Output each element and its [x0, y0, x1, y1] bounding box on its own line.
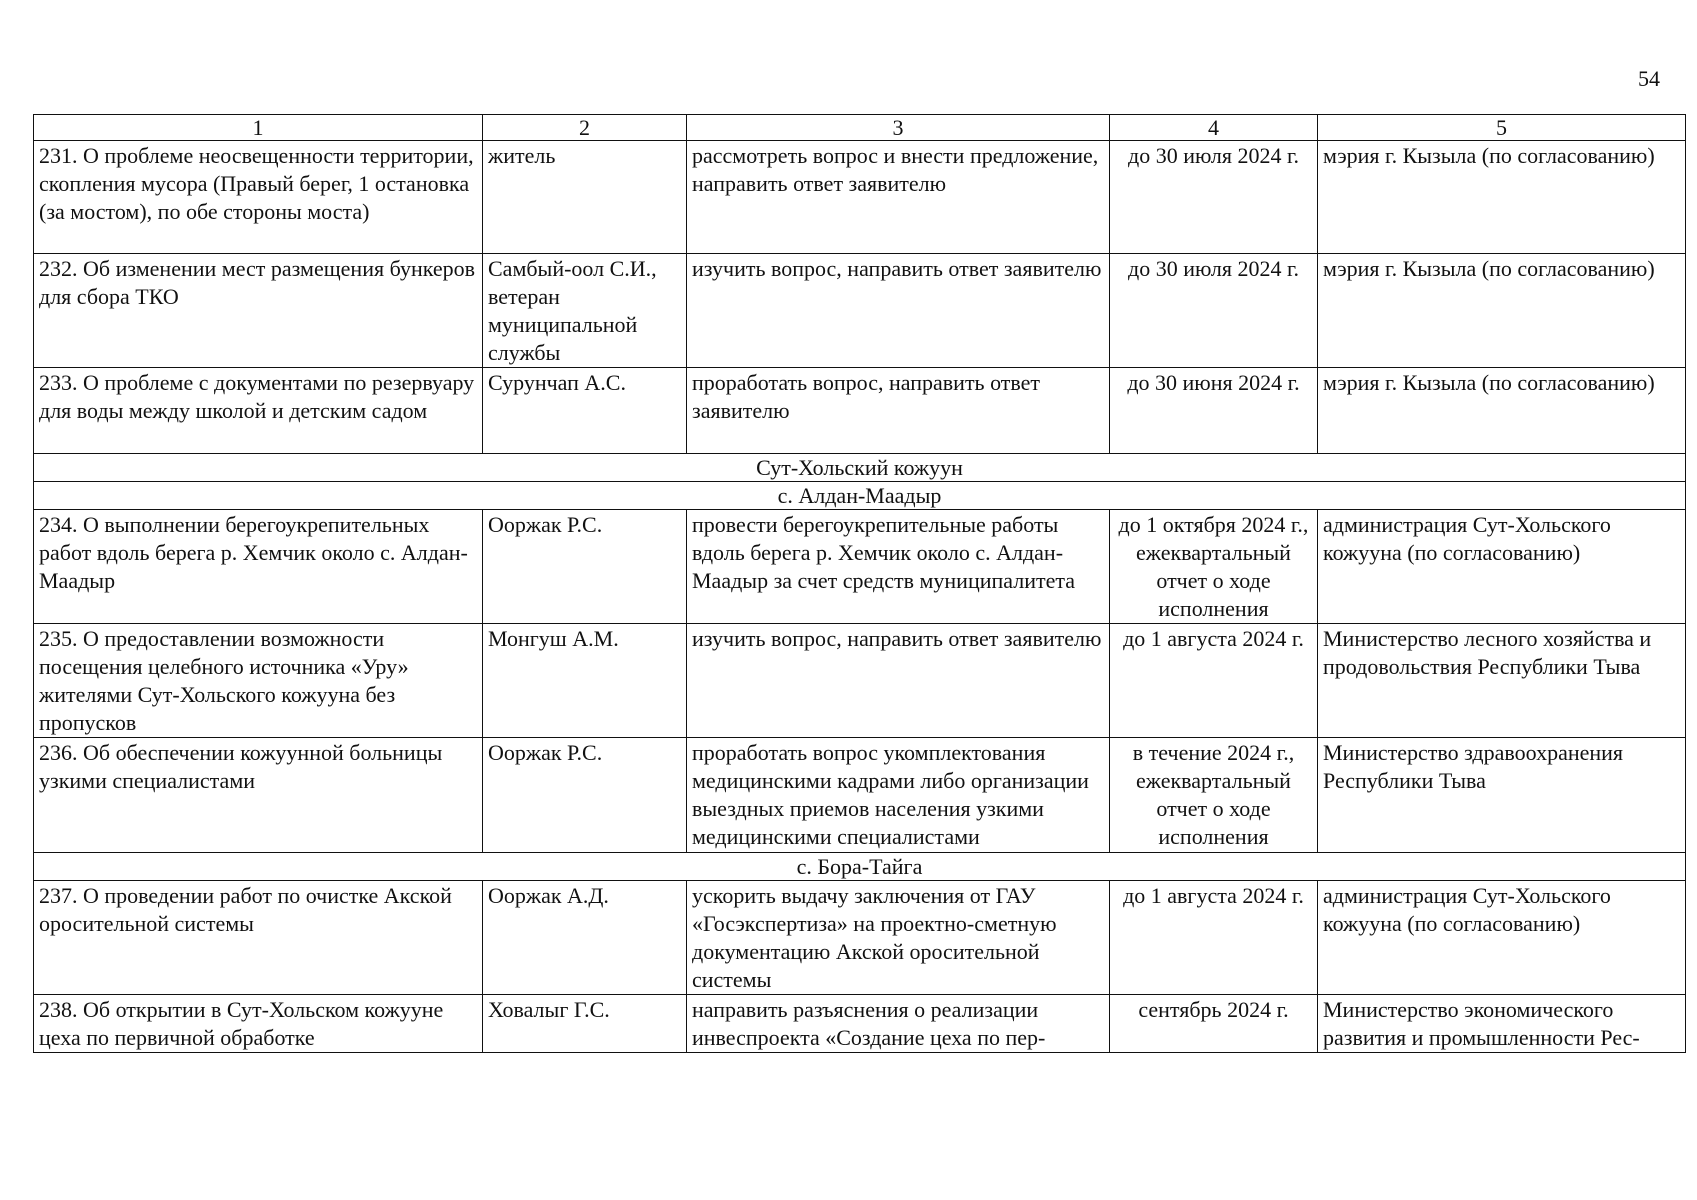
responsible-cell: мэрия г. Кызыла (по согласованию)	[1318, 368, 1686, 454]
issue-cell: 232. Об изменении мест размещения бункеров для сбора ТКО	[34, 254, 483, 368]
document-table	[33, 114, 1686, 1053]
issue-cell: 238. Об открытии в Сут-Хольском кожууне цеха по первичной обработке	[34, 995, 483, 1053]
applicant-cell: Ооржак А.Д.	[483, 881, 687, 995]
table-row	[34, 141, 1686, 254]
action-cell: изучить вопрос, направить ответ заявителю	[687, 624, 1110, 738]
section-row	[34, 853, 1686, 881]
deadline-cell: до 30 июля 2024 г.	[1110, 141, 1318, 254]
applicant-cell: Монгуш А.М.	[483, 624, 687, 738]
action-cell: ускорить выдачу заключения от ГАУ «Госэкспертиза» на проектно-сметную документацию Акской оросительной системы	[687, 881, 1110, 995]
section-title: Сут-Хольский кожуун	[34, 454, 1686, 482]
table-row	[34, 510, 1686, 624]
applicant-cell: Ховалыг Г.С.	[483, 995, 687, 1053]
responsible-cell: администрация Сут-Хольского кожууна (по согласованию)	[1318, 510, 1686, 624]
deadline-cell: до 1 августа 2024 г.	[1110, 881, 1318, 995]
section-title: с. Бора-Тайга	[34, 853, 1686, 881]
deadline-cell: в течение 2024 г., ежеквартальный отчет о ходе исполнения	[1110, 738, 1318, 853]
table-row	[34, 995, 1686, 1053]
page-number: 54	[1638, 66, 1660, 91]
issue-cell: 237. О проведении работ по очистке Акской оросительной системы	[34, 881, 483, 995]
table-row	[34, 738, 1686, 853]
deadline-cell: сентябрь 2024 г.	[1110, 995, 1318, 1053]
action-cell: проработать вопрос укомплектования медицинскими кадрами либо организации выездных приемов населения узкими медицинскими специалистами	[687, 738, 1110, 853]
action-cell: проработать вопрос, направить ответ заявителю	[687, 368, 1110, 454]
column-header: 3	[687, 115, 1110, 141]
responsible-cell: мэрия г. Кызыла (по согласованию)	[1318, 254, 1686, 368]
applicant-cell: Самбый-оол С.И., ветеран муниципальной службы	[483, 254, 687, 368]
responsible-cell: Министерство лесного хозяйства и продовольствия Республики Тыва	[1318, 624, 1686, 738]
responsible-cell: администрация Сут-Хольского кожууна (по согласованию)	[1318, 881, 1686, 995]
action-cell: направить разъяснения о реализации инвеспроекта «Создание цеха по пер-	[687, 995, 1110, 1053]
applicant-cell: житель	[483, 141, 687, 254]
deadline-cell: до 1 октября 2024 г., ежеквартальный отчет о ходе исполнения	[1110, 510, 1318, 624]
issue-cell: 231. О проблеме неосвещенности территории, скопления мусора (Правый берег, 1 остановка (за мостом), по обе стороны моста)	[34, 141, 483, 254]
responsible-cell: Министерство экономического развития и промышленности Рес-	[1318, 995, 1686, 1053]
action-cell: провести берегоукрепительные работы вдоль берега р. Хемчик около с. Алдан-Маадыр за счет средств муниципалитета	[687, 510, 1110, 624]
table-row	[34, 881, 1686, 995]
section-row	[34, 454, 1686, 482]
column-header: 5	[1318, 115, 1686, 141]
action-cell: рассмотреть вопрос и внести предложение, направить ответ заявителю	[687, 141, 1110, 254]
table-header-row	[34, 115, 1686, 141]
applicant-cell: Ооржак Р.С.	[483, 510, 687, 624]
responsible-cell: Министерство здравоохранения Республики Тыва	[1318, 738, 1686, 853]
column-header: 1	[34, 115, 483, 141]
column-header: 2	[483, 115, 687, 141]
section-title: с. Алдан-Маадыр	[34, 482, 1686, 510]
table-row	[34, 624, 1686, 738]
section-row	[34, 482, 1686, 510]
applicant-cell: Ооржак Р.С.	[483, 738, 687, 853]
column-header: 4	[1110, 115, 1318, 141]
applicant-cell: Сурунчап А.С.	[483, 368, 687, 454]
issue-cell: 234. О выполнении берегоукрепительных работ вдоль берега р. Хемчик около с. Алдан-Маадыр	[34, 510, 483, 624]
responsible-cell: мэрия г. Кызыла (по согласованию)	[1318, 141, 1686, 254]
deadline-cell: до 30 июня 2024 г.	[1110, 368, 1318, 454]
deadline-cell: до 1 августа 2024 г.	[1110, 624, 1318, 738]
table-row	[34, 368, 1686, 454]
issue-cell: 233. О проблеме с документами по резервуару для воды между школой и детским садом	[34, 368, 483, 454]
action-cell: изучить вопрос, направить ответ заявителю	[687, 254, 1110, 368]
table-row	[34, 254, 1686, 368]
issue-cell: 236. Об обеспечении кожуунной больницы узкими специалистами	[34, 738, 483, 853]
issue-cell: 235. О предоставлении возможности посещения целебного источника «Уру» жителями Сут-Хольского кожууна без пропусков	[34, 624, 483, 738]
deadline-cell: до 30 июля 2024 г.	[1110, 254, 1318, 368]
